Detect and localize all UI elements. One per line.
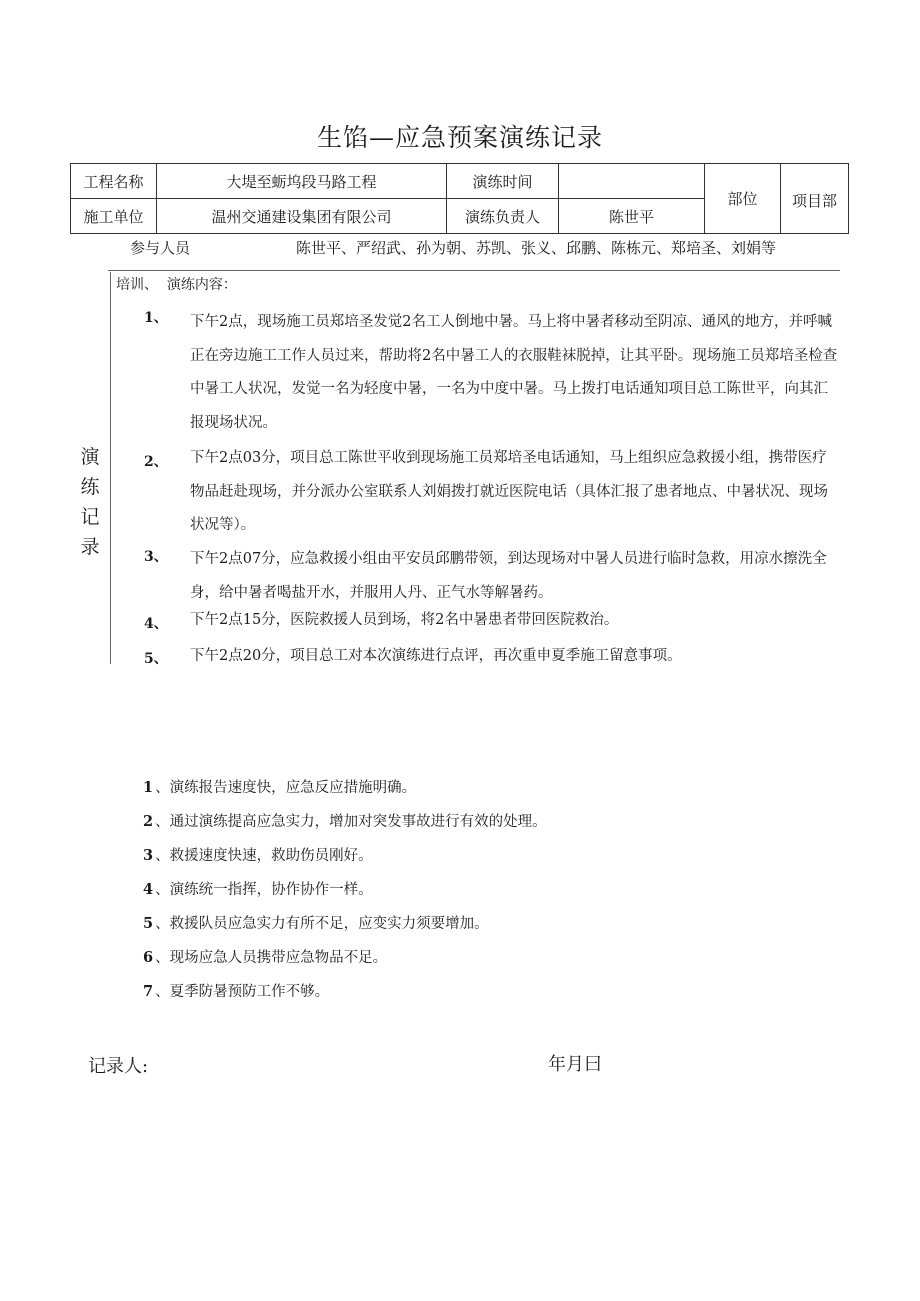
summary-item: 7 、夏季防暑预防工作不够。: [143, 983, 330, 1000]
item-text: 下午2点07分，应急救援小组由平安员邱鹏带领，到达现场对中暑人员进行临时急救，用凉水擦洗全身，给中暑者喝盐开水，并服用人丹、正气水等解暑药。: [190, 551, 827, 601]
item-number: 2、: [144, 454, 168, 470]
drill-leader-label: 演练负责人: [447, 199, 559, 234]
drill-record-section-label: [76, 442, 104, 562]
summary-item: 1 、演练报告速度快，应急反应措施明确。: [143, 779, 417, 796]
section-label-char: 记: [80, 506, 100, 528]
page-title: 生馅—应急预案演练记录: [316, 123, 603, 152]
project-name-value: 大堤至蛎坞段马路工程: [157, 164, 447, 199]
summary-item: 6 、现场应急人员携带应急物品不足。: [143, 949, 388, 966]
participants-value: 陈世平、严绍武、孙为朝、苏凯、张义、邱鹏、陈栋元、郑培圣、刘娟等: [296, 239, 777, 257]
construction-unit-label: 施工单位: [71, 199, 157, 234]
recorder-label: 记录人:: [88, 1056, 149, 1077]
section-label-char: 录: [80, 536, 100, 558]
info-table: [70, 163, 849, 234]
item-text: 下午2点15分，医院救援人员到场，将2名中暑患者带回医院救治。: [190, 612, 619, 628]
content-heading: 培训、 演练内容：: [116, 277, 237, 293]
section-label-char: 练: [80, 476, 100, 498]
section-vertical-rule: [110, 272, 111, 664]
date-label: 年月曰: [548, 1054, 602, 1075]
summary-item: 2 、通过演练提高应急实力，增加对突发事故进行有效的处理。: [143, 813, 547, 830]
drill-time-value: [559, 164, 705, 199]
project-name-label: 工程名称: [71, 164, 157, 199]
drill-time-label: 演练时间: [447, 164, 559, 199]
summary-item: 3 、救援速度快速，救助伤员刚好。: [143, 847, 373, 864]
department-label: 部位: [705, 164, 781, 234]
item-number: 1、: [144, 310, 168, 326]
participants-label: 参与人员: [130, 239, 191, 257]
section-label-char: 演: [80, 446, 100, 468]
department-value: 项目部: [781, 164, 849, 234]
summary-item: 4 、演练统一指挥，协作协作一样。: [143, 881, 373, 898]
item-text: 下午2点03分，项目总工陈世平收到现场施工员郑培圣电话通知，马上组织应急救援小组，携带医疗物品赶赴现场，并分派办公室联系人刘娟拨打就近医院电话（具体汇报了患者地点、中暑状况、现场状况等）。: [190, 450, 828, 533]
item-number: 3、: [144, 549, 168, 565]
item-text: 下午2点，现场施工员郑培圣发觉2名工人倒地中暑。马上将中暑者移动至阴凉、通风的地方，并呼喊正在旁边施工工作人员过来，帮助将2名中暑工人的衣服鞋袜脱掉，让其平卧。现场施工员郑培圣检查中暑工人状况，发觉一名为轻度中暑，一名为中度中暑。马上拨打电话通知项目总工陈世平，向其汇报现场状况。: [190, 314, 838, 431]
section-divider: [108, 270, 840, 271]
summary-item: 5 、救援队员应急实力有所不足，应变实力须要增加。: [143, 915, 489, 932]
item-text: 下午2点20分，项目总工对本次演练进行点评，再次重申夏季施工留意事项。: [190, 648, 682, 664]
item-number: 4、: [144, 616, 168, 632]
construction-unit-value: 温州交通建设集团有限公司: [157, 199, 447, 234]
drill-leader-value: 陈世平: [559, 199, 705, 234]
item-number: 5、: [144, 651, 168, 667]
